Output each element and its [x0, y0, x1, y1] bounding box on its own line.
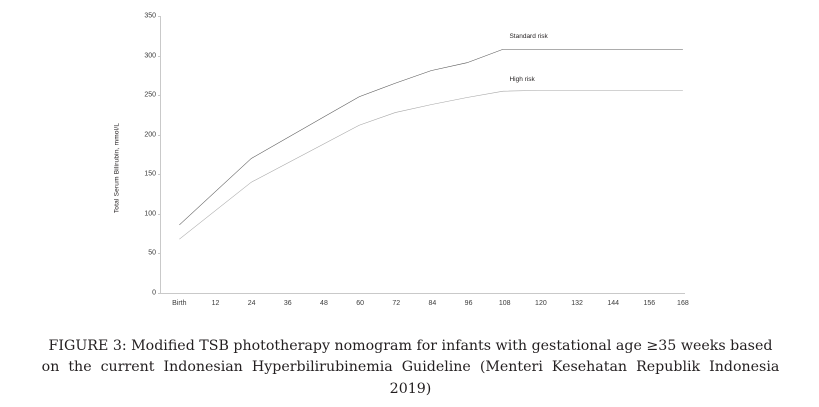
series-lines [161, 16, 685, 293]
x-tick-60: 60 [356, 300, 365, 307]
x-tick-132: 132 [571, 300, 583, 307]
x-tick-144: 144 [607, 300, 620, 307]
y-tick-50: 50 [148, 249, 156, 257]
x-tick-36: 36 [283, 300, 292, 307]
y-tick-100: 100 [144, 210, 156, 218]
y-axis-label: Total Serum Bilirubin, mmol/L [113, 122, 121, 214]
caption-line-3: 2019) [389, 380, 432, 397]
x-tick-birth: Birth [172, 300, 187, 307]
x-tick-96: 96 [464, 300, 473, 307]
line-standard-risk [179, 49, 683, 225]
x-tick-120: 120 [535, 300, 547, 307]
x-tick-72: 72 [392, 300, 401, 307]
caption-line-2: on the current Indonesian Hyperbilirubinemia Guideline (Menteri Kesehatan Republik Indonesia [41, 359, 780, 376]
plot-area [144, 12, 689, 307]
x-tick-24: 24 [247, 300, 256, 307]
x-tick-108: 108 [498, 300, 511, 307]
y-tick-0: 0 [152, 289, 156, 297]
y-tick-200: 200 [144, 131, 156, 139]
y-tick-350: 350 [144, 12, 156, 20]
y-tick-150: 150 [144, 170, 156, 178]
series-label-standard-risk: Standard risk [509, 33, 548, 41]
x-tick-156: 156 [643, 300, 656, 307]
y-tick-300: 300 [144, 52, 156, 60]
caption-line-1: FIGURE 3: Modified TSB phototherapy nomogram for infants with gestational age ≥35 weeks based [48, 338, 773, 354]
x-tick-12: 12 [211, 300, 220, 307]
series-label-high-risk: High risk [509, 75, 535, 83]
figure-caption [28, 336, 793, 400]
x-tick-48: 48 [320, 300, 328, 307]
chart-figure [113, 8, 689, 328]
y-tick-250: 250 [144, 91, 156, 99]
line-high-risk [179, 90, 683, 239]
x-tick-84: 84 [428, 300, 437, 307]
x-tick-168: 168 [677, 300, 689, 307]
